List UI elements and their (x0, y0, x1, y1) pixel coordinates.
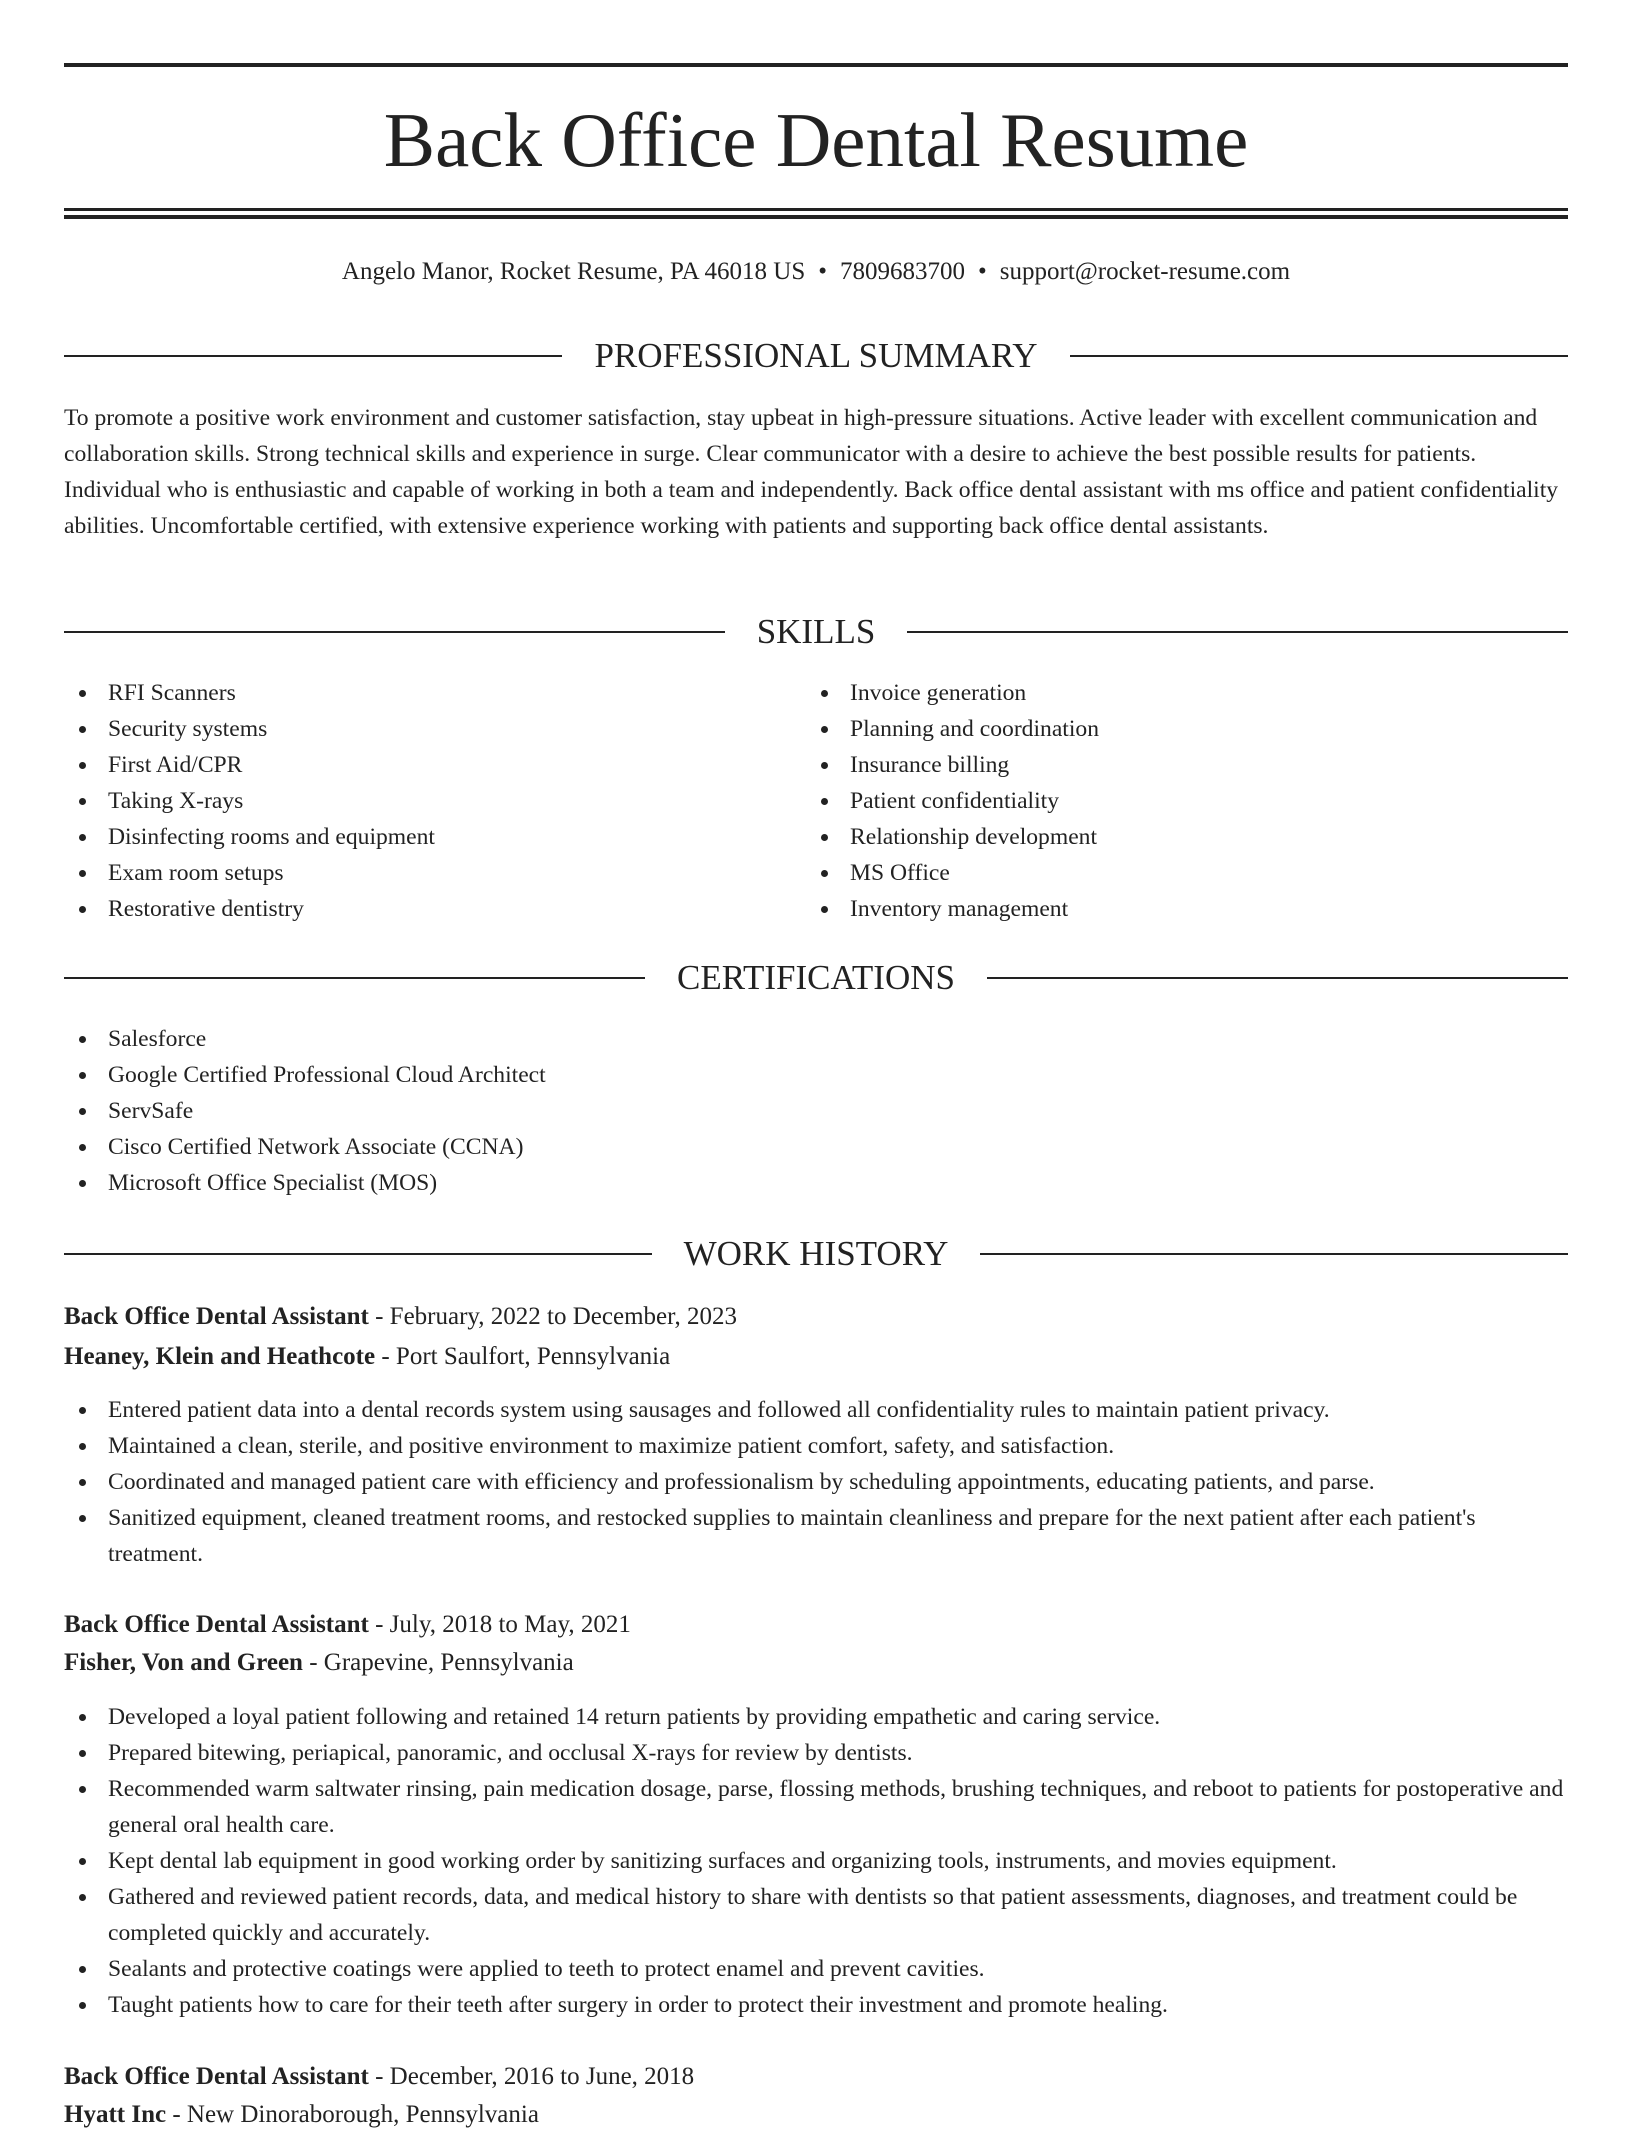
heading-rule-right (1070, 355, 1568, 357)
certifications-heading (64, 956, 1568, 1000)
job-company: Fisher, Von and Green (64, 1649, 303, 1676)
resume-page (64, 0, 1568, 2128)
contact-email[interactable]: support@rocket-resume.com (999, 258, 1291, 285)
contact-line (64, 254, 1568, 290)
job-dates: - July, 2018 to May, 2021 (368, 1611, 631, 1638)
skill-item: Planning and coordination (806, 711, 1566, 747)
contact-phone: 7809683700 (840, 258, 966, 285)
job-duty: Sanitized equipment, cleaned treatment rooms, and restocked supplies to maintain cleanliness and prepare for the next patient after each patient's treatment. (64, 1500, 1568, 1572)
job-duties-list (64, 1699, 1568, 2023)
job-dates: - December, 2016 to June, 2018 (368, 2063, 695, 2090)
job-title: Back Office Dental Assistant (64, 1611, 369, 1638)
job-duty: Sealants and protective coatings were applied to teeth to protect enamel and prevent cavities. (64, 1951, 1568, 1987)
job-location: - Port Saulfort, Pennsylvania (375, 1343, 671, 1370)
skill-item: Security systems (64, 711, 804, 747)
job-duty: Kept dental lab equipment in good working order by sanitizing surfaces and organizing tools, instruments, and movies equipment. (64, 1843, 1568, 1879)
summary-heading (64, 334, 1568, 378)
job-dates: - February, 2022 to December, 2023 (368, 1303, 737, 1330)
job-duty: Developed a loyal patient following and retained 14 return patients by providing empathetic and caring service. (64, 1699, 1568, 1735)
job-duty: Maintained a clean, sterile, and positive environment to maximize patient comfort, safety, and satisfaction. (64, 1428, 1568, 1464)
heading-rule-right (987, 977, 1568, 979)
skill-item: Inventory management (806, 891, 1566, 927)
skill-item: RFI Scanners (64, 675, 804, 711)
skill-item: First Aid/CPR (64, 747, 804, 783)
job-company: Hyatt Inc (64, 2101, 167, 2128)
contact-address: Angelo Manor, Rocket Resume, PA 46018 US (341, 258, 806, 285)
skill-item: MS Office (806, 855, 1566, 891)
skill-item: Disinfecting rooms and equipment (64, 819, 804, 855)
job-title: Back Office Dental Assistant (64, 2063, 369, 2090)
contact-separator: • (818, 258, 828, 285)
job-duties-list (64, 1392, 1568, 1572)
heading-rule-right (907, 631, 1568, 633)
skill-item: Relationship development (806, 819, 1566, 855)
job-duty: Coordinated and managed patient care with efficiency and professionalism by scheduling appointments, educating patients, and parse. (64, 1464, 1568, 1500)
skills-list-right (806, 675, 1566, 927)
certification-item: Salesforce (64, 1021, 1568, 1057)
certifications-list (64, 1021, 1568, 1201)
skills-list-left (64, 675, 804, 927)
skill-item: Insurance billing (806, 747, 1566, 783)
title-rule-lower (64, 215, 1568, 219)
job-location: - Grapevine, Pennsylvania (302, 1649, 574, 1676)
work-history-heading (64, 1232, 1568, 1276)
job-duty: Recommended warm saltwater rinsing, pain medication dosage, parse, flossing methods, brushing techniques, and reboot to patients for postoperative and general oral health care. (64, 1771, 1568, 1843)
certification-item: Microsoft Office Specialist (MOS) (64, 1165, 1568, 1201)
job-title-line (64, 2058, 1568, 2096)
certifications-heading-label: CERTIFICATIONS (677, 958, 955, 997)
skill-item: Restorative dentistry (64, 891, 804, 927)
skill-item: Exam room setups (64, 855, 804, 891)
resume-title: Back Office Dental Resume (383, 97, 1249, 183)
skill-item: Invoice generation (806, 675, 1566, 711)
job-company-line (64, 2096, 1568, 2134)
job-duty: Gathered and reviewed patient records, data, and medical history to share with dentists so that patient assessments, diagnoses, and treatment could be completed quickly and accurately. (64, 1879, 1568, 1951)
job-duty: Taught patients how to care for their teeth after surgery in order to protect their investment and promote healing. (64, 1987, 1568, 2023)
job-company-line (64, 1644, 1568, 1682)
job-title-line (64, 1298, 1568, 1336)
summary-text: To promote a positive work environment and customer satisfaction, stay upbeat in high-pressure situations. Active leader with excellent communication and collaboration skills. Strong technical skills and experience in surge. Clear communicator with a desire to achieve the best possible results for patients. Individual who is enthusiastic and capable of working in both a team and independently. Back office dental assistant with ms office and patient confidentiality abilities. Uncomfortable certified, with extensive experience working with patients and supporting back office dental assistants. (64, 405, 1559, 539)
heading-rule-right (980, 1253, 1568, 1255)
skills-heading (64, 610, 1568, 654)
certification-item: Google Certified Professional Cloud Architect (64, 1057, 1568, 1093)
certification-item: ServSafe (64, 1093, 1568, 1129)
summary-heading-label: PROFESSIONAL SUMMARY (594, 336, 1038, 375)
job-title-line (64, 1606, 1568, 1644)
heading-rule-left (64, 631, 725, 633)
job-duty: Prepared bitewing, periapical, panoramic, and occlusal X-rays for review by dentists. (64, 1735, 1568, 1771)
heading-rule-left (64, 977, 645, 979)
contact-separator: • (978, 258, 987, 285)
title-rule-upper (64, 208, 1568, 211)
certification-item: Cisco Certified Network Associate (CCNA) (64, 1129, 1568, 1165)
top-rule (64, 63, 1568, 67)
skills-heading-label: SKILLS (756, 612, 876, 651)
job-company: Heaney, Klein and Heathcote (64, 1343, 376, 1370)
job-company-line (64, 1338, 1568, 1376)
job-location: - New Dinoraborough, Pennsylvania (166, 2101, 539, 2128)
job-title: Back Office Dental Assistant (64, 1303, 369, 1330)
skill-item: Taking X-rays (64, 783, 804, 819)
heading-rule-left (64, 355, 562, 357)
job-duty: Entered patient data into a dental records system using sausages and followed all confidentiality rules to maintain patient privacy. (64, 1392, 1568, 1428)
heading-rule-left (64, 1253, 652, 1255)
skill-item: Patient confidentiality (806, 783, 1566, 819)
work-history-heading-label: WORK HISTORY (683, 1234, 949, 1273)
